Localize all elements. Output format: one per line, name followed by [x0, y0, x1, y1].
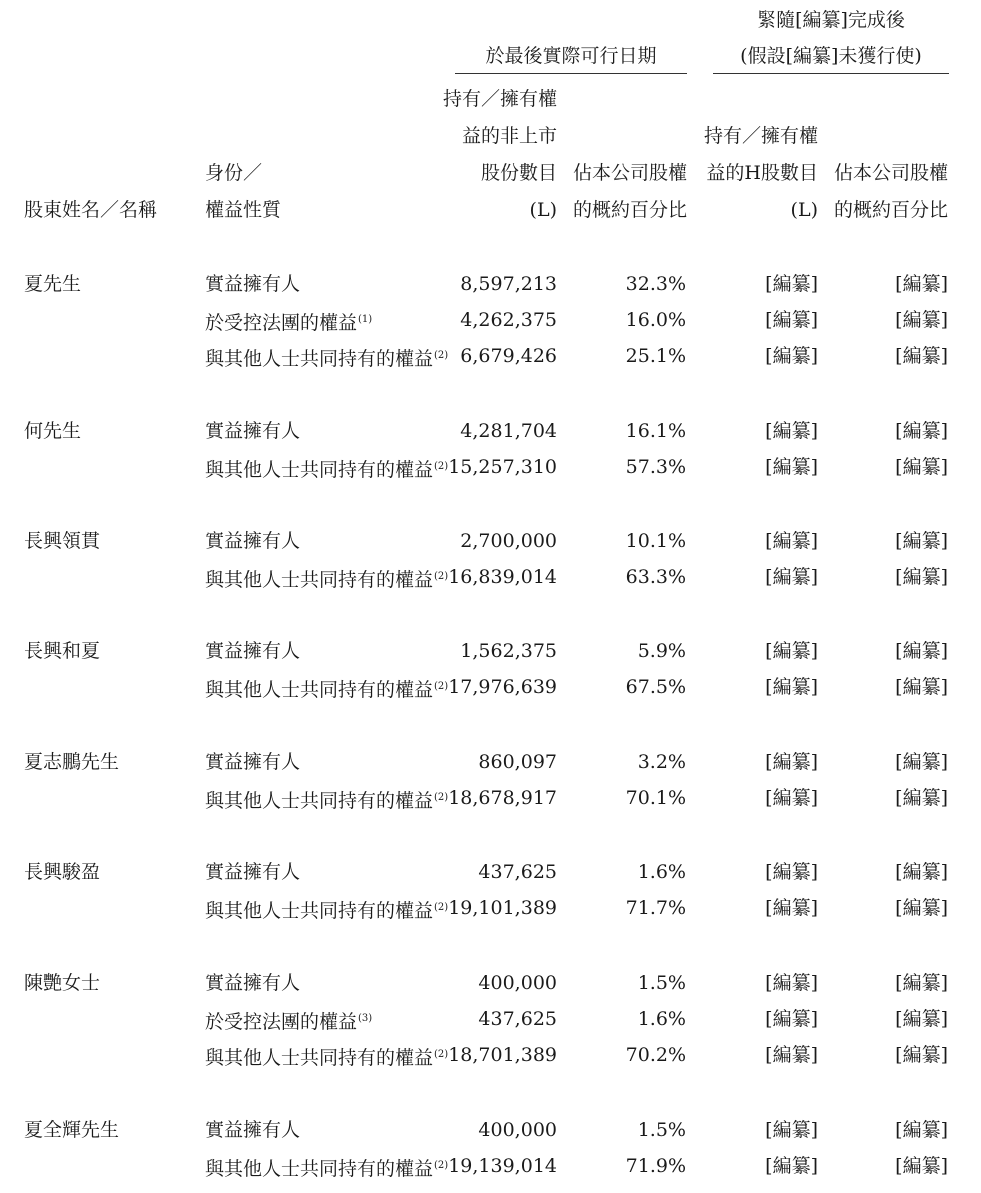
capacity-cell-text: 與其他人士共同持有的權益 — [205, 900, 434, 922]
h-shares-cell-text: [編纂] — [765, 420, 818, 442]
unlisted-shares-cell — [478, 854, 557, 890]
pct-after-cell — [895, 1148, 948, 1184]
unlisted-shares-cell — [460, 302, 557, 338]
pct-after-cell-text: [編纂] — [895, 309, 948, 331]
h-shares-cell — [765, 1037, 818, 1073]
capacity-cell-text: 實益擁有人 — [205, 1119, 301, 1141]
col-header-pct-before-line1: 佔本公司股權 — [572, 162, 687, 184]
capacity-cell — [205, 302, 372, 341]
unlisted-shares-cell-text: 400,000 — [478, 1119, 557, 1141]
pct-before-cell-text: 25.1% — [625, 345, 686, 367]
pct-after-cell-text: [編纂] — [895, 420, 948, 442]
pct-before-cell — [638, 744, 686, 780]
unlisted-shares-cell-text: 18,678,917 — [448, 787, 557, 809]
pct-before-cell-text: 10.1% — [625, 530, 686, 552]
group-header-before-label: 於最後實際可行日期 — [485, 45, 657, 67]
table-row — [0, 890, 981, 926]
h-shares-cell-text: [編纂] — [765, 1155, 818, 1177]
footnote-ref: (2) — [434, 681, 449, 692]
footnote-ref: (2) — [434, 792, 449, 803]
col-header-pct-before-line2: 的概約百分比 — [572, 199, 687, 221]
pct-after-cell-text: [編纂] — [895, 1119, 948, 1141]
h-shares-cell-text: [編纂] — [765, 530, 818, 552]
pct-before-cell-text: 3.2% — [637, 751, 686, 773]
unlisted-shares-cell-text: 18,701,389 — [448, 1044, 557, 1066]
h-shares-cell-text: [編纂] — [765, 640, 818, 662]
capacity-cell-text: 實益擁有人 — [205, 273, 301, 295]
footnote-ref: (1) — [358, 314, 373, 325]
pct-before-cell — [626, 780, 686, 816]
footnote-ref: (2) — [434, 461, 449, 472]
table-row — [0, 1148, 981, 1184]
h-shares-cell — [765, 449, 818, 485]
pct-before-cell — [638, 965, 686, 1001]
capacity-cell — [205, 1037, 448, 1076]
h-shares-cell — [765, 633, 818, 669]
shareholder-name-text: 長興領貫 — [24, 530, 101, 552]
pct-after-cell — [895, 780, 948, 816]
pct-before-cell-text: 57.3% — [625, 456, 686, 478]
h-shares-cell-text: [編纂] — [765, 1008, 818, 1030]
capacity-cell-text: 與其他人士共同持有的權益 — [205, 1047, 434, 1069]
capacity-cell-text: 於受控法團的權益 — [205, 312, 358, 334]
unlisted-shares-cell — [448, 1148, 557, 1184]
pct-before-cell — [626, 338, 686, 374]
group-header-before — [455, 38, 687, 74]
col-header-h-shares — [704, 118, 818, 229]
pct-after-cell-text: [編纂] — [895, 972, 948, 994]
pct-after-cell — [895, 965, 948, 1001]
capacity-cell — [205, 413, 300, 449]
col-header-capacity-line2: 權益性質 — [205, 199, 282, 221]
pct-before-cell-text: 16.1% — [625, 420, 686, 442]
col-header-capacity — [205, 155, 281, 229]
pct-before-cell-text: 5.9% — [637, 640, 686, 662]
col-header-shares — [443, 81, 557, 229]
pct-after-cell — [895, 890, 948, 926]
pct-before-cell — [626, 523, 686, 559]
footnote-ref: (2) — [434, 571, 449, 582]
pct-before-cell-text: 1.6% — [637, 1008, 686, 1030]
shareholder-name — [24, 854, 100, 890]
h-shares-cell-text: [編纂] — [765, 566, 818, 588]
h-shares-cell-text: [編纂] — [765, 1119, 818, 1141]
pct-before-cell — [626, 266, 686, 302]
unlisted-shares-cell-text: 400,000 — [478, 972, 557, 994]
table-row — [0, 854, 981, 890]
shareholder-name-text: 夏全輝先生 — [24, 1119, 120, 1141]
pct-after-cell-text: [編纂] — [895, 273, 948, 295]
unlisted-shares-cell — [460, 338, 557, 374]
capacity-cell-text: 與其他人士共同持有的權益 — [205, 790, 434, 812]
group-header-after — [713, 2, 949, 74]
capacity-cell-text: 實益擁有人 — [205, 861, 301, 883]
capacity-cell-text: 與其他人士共同持有的權益 — [205, 348, 434, 370]
capacity-cell — [205, 449, 448, 488]
pct-after-cell — [895, 559, 948, 595]
h-shares-cell — [765, 302, 818, 338]
shareholder-name — [24, 1112, 119, 1148]
unlisted-shares-cell-text: 16,839,014 — [448, 566, 557, 588]
h-shares-cell-text: [編纂] — [765, 972, 818, 994]
capacity-cell-text: 與其他人士共同持有的權益 — [205, 679, 434, 701]
h-shares-cell-text: [編纂] — [765, 751, 818, 773]
unlisted-shares-cell-text: 2,700,000 — [460, 530, 557, 552]
h-shares-cell — [765, 523, 818, 559]
pct-after-cell-text: [編纂] — [895, 345, 948, 367]
pct-before-cell-text: 1.5% — [637, 972, 686, 994]
unlisted-shares-cell-text: 6,679,426 — [460, 345, 557, 367]
footnote-ref: (2) — [434, 1160, 449, 1171]
col-header-h-shares-line1: 持有／擁有權 — [703, 125, 818, 147]
pct-before-cell — [626, 1148, 686, 1184]
table-row — [0, 523, 981, 559]
col-header-pct-before — [573, 155, 687, 229]
pct-after-cell-text: [編纂] — [895, 787, 948, 809]
h-shares-cell-text: [編纂] — [765, 345, 818, 367]
h-shares-cell — [765, 854, 818, 890]
table-row — [0, 1001, 981, 1037]
table-row — [0, 559, 981, 595]
unlisted-shares-cell-text: 437,625 — [478, 861, 557, 883]
pct-before-cell — [626, 669, 686, 705]
unlisted-shares-cell-text: 437,625 — [478, 1008, 557, 1030]
h-shares-cell — [765, 965, 818, 1001]
unlisted-shares-cell-text: 15,257,310 — [448, 456, 557, 478]
pct-before-cell — [638, 1001, 686, 1037]
pct-before-cell-text: 63.3% — [625, 566, 686, 588]
pct-before-cell-text: 70.1% — [625, 787, 686, 809]
pct-after-cell-text: [編纂] — [895, 751, 948, 773]
unlisted-shares-cell-text: 1,562,375 — [460, 640, 557, 662]
table-row — [0, 338, 981, 374]
pct-after-cell-text: [編纂] — [895, 1044, 948, 1066]
unlisted-shares-cell-text: 4,281,704 — [460, 420, 557, 442]
h-shares-cell-text: [編纂] — [765, 309, 818, 331]
pct-after-cell-text: [編纂] — [895, 640, 948, 662]
footnote-ref: (2) — [434, 1049, 449, 1060]
capacity-cell-text: 實益擁有人 — [205, 751, 301, 773]
capacity-cell — [205, 523, 300, 559]
col-header-h-shares-line2: 益的H股數目 — [706, 162, 818, 184]
unlisted-shares-cell — [460, 523, 557, 559]
unlisted-shares-cell-text: 19,101,389 — [448, 897, 557, 919]
table-row — [0, 965, 981, 1001]
h-shares-cell — [765, 1001, 818, 1037]
capacity-cell — [205, 780, 448, 819]
h-shares-cell — [765, 780, 818, 816]
pct-after-cell — [895, 338, 948, 374]
table-row — [0, 1037, 981, 1073]
h-shares-cell — [765, 669, 818, 705]
pct-before-cell-text: 70.2% — [625, 1044, 686, 1066]
pct-before-cell-text: 32.3% — [625, 273, 686, 295]
capacity-cell — [205, 965, 300, 1001]
pct-after-cell-text: [編纂] — [895, 1008, 948, 1030]
pct-after-cell-text: [編纂] — [895, 676, 948, 698]
col-header-shares-line4: (L) — [529, 199, 557, 221]
table-row — [0, 633, 981, 669]
col-header-shares-line3: 股份數目 — [480, 162, 557, 184]
shareholder-name-text: 長興駿盈 — [24, 861, 101, 883]
capacity-cell-text: 於受控法團的權益 — [205, 1011, 358, 1033]
capacity-cell-text: 與其他人士共同持有的權益 — [205, 1158, 434, 1180]
table-row — [0, 413, 981, 449]
footnote-ref: (3) — [358, 1013, 373, 1024]
group-header-after-rule — [713, 73, 949, 74]
pct-after-cell — [895, 633, 948, 669]
pct-before-cell — [626, 302, 686, 338]
group-header-before-rule — [455, 73, 687, 74]
capacity-cell — [205, 669, 448, 708]
h-shares-cell — [765, 1112, 818, 1148]
pct-before-cell-text: 71.7% — [625, 897, 686, 919]
footnote-ref: (2) — [434, 350, 449, 361]
capacity-cell-text: 實益擁有人 — [205, 972, 301, 994]
h-shares-cell — [765, 413, 818, 449]
shareholder-name-text: 夏志鵬先生 — [24, 751, 120, 773]
col-header-shares-line2: 益的非上市 — [461, 125, 557, 147]
capacity-cell — [205, 338, 448, 377]
pct-after-cell-text: [編纂] — [895, 1155, 948, 1177]
group-header-after-line1: 緊隨[編纂]完成後 — [757, 9, 905, 31]
pct-after-cell — [895, 302, 948, 338]
shareholder-name-text: 何先生 — [24, 420, 82, 442]
h-shares-cell-text: [編纂] — [765, 676, 818, 698]
col-header-pct-after-line2: 的概約百分比 — [833, 199, 948, 221]
unlisted-shares-cell-text: 17,976,639 — [448, 676, 557, 698]
pct-before-cell — [638, 854, 686, 890]
pct-after-cell — [895, 523, 948, 559]
h-shares-cell-text: [編纂] — [765, 456, 818, 478]
unlisted-shares-cell — [478, 965, 557, 1001]
h-shares-cell-text: [編纂] — [765, 787, 818, 809]
group-header-after-line2: (假設[編纂]未獲行使) — [740, 45, 922, 67]
table-row — [0, 266, 981, 302]
unlisted-shares-cell — [448, 669, 557, 705]
pct-before-cell — [626, 890, 686, 926]
capacity-cell-text: 與其他人士共同持有的權益 — [205, 569, 434, 591]
capacity-cell — [205, 1112, 300, 1148]
h-shares-cell-text: [編纂] — [765, 897, 818, 919]
unlisted-shares-cell-text: 8,597,213 — [460, 273, 557, 295]
pct-after-cell-text: [編纂] — [895, 530, 948, 552]
col-header-pct-after — [834, 155, 948, 229]
pct-after-cell — [895, 1037, 948, 1073]
capacity-cell — [205, 854, 300, 890]
pct-before-cell — [626, 449, 686, 485]
pct-before-cell — [638, 1112, 686, 1148]
shareholder-name-text: 夏先生 — [24, 273, 82, 295]
capacity-cell — [205, 633, 300, 669]
pct-before-cell — [638, 633, 686, 669]
unlisted-shares-cell-text: 860,097 — [478, 751, 557, 773]
h-shares-cell-text: [編纂] — [765, 861, 818, 883]
pct-after-cell-text: [編纂] — [895, 861, 948, 883]
unlisted-shares-cell — [478, 1001, 557, 1037]
table-row — [0, 669, 981, 705]
pct-after-cell — [895, 449, 948, 485]
unlisted-shares-cell — [448, 449, 557, 485]
pct-before-cell-text: 1.6% — [637, 861, 686, 883]
unlisted-shares-cell — [460, 633, 557, 669]
table-row — [0, 744, 981, 780]
pct-after-cell — [895, 1112, 948, 1148]
h-shares-cell — [765, 744, 818, 780]
pct-after-cell — [895, 744, 948, 780]
capacity-cell — [205, 266, 300, 302]
unlisted-shares-cell — [478, 744, 557, 780]
pct-before-cell — [626, 559, 686, 595]
unlisted-shares-cell — [448, 559, 557, 595]
capacity-cell-text: 實益擁有人 — [205, 530, 301, 552]
h-shares-cell-text: [編纂] — [765, 1044, 818, 1066]
table-row — [0, 302, 981, 338]
shareholder-name — [24, 266, 81, 302]
capacity-cell — [205, 1001, 372, 1040]
footnote-ref: (2) — [434, 902, 449, 913]
shareholder-name — [24, 523, 100, 559]
pct-before-cell-text: 67.5% — [625, 676, 686, 698]
unlisted-shares-cell — [448, 780, 557, 816]
pct-before-cell-text: 16.0% — [625, 309, 686, 331]
h-shares-cell — [765, 338, 818, 374]
unlisted-shares-cell-text: 4,262,375 — [460, 309, 557, 331]
h-shares-cell — [765, 266, 818, 302]
pct-after-cell — [895, 413, 948, 449]
table-row — [0, 1112, 981, 1148]
shareholder-name-text: 陳艷女士 — [24, 972, 101, 994]
shareholder-name-text: 長興和夏 — [24, 640, 101, 662]
unlisted-shares-cell — [448, 890, 557, 926]
col-header-capacity-line1: 身份／ — [205, 162, 263, 184]
unlisted-shares-cell — [460, 266, 557, 302]
pct-before-cell — [626, 1037, 686, 1073]
capacity-cell — [205, 744, 300, 780]
shareholder-name — [24, 413, 81, 449]
pct-after-cell — [895, 669, 948, 705]
pct-after-cell — [895, 1001, 948, 1037]
col-header-shares-line1: 持有／擁有權 — [442, 88, 557, 110]
unlisted-shares-cell-text: 19,139,014 — [448, 1155, 557, 1177]
capacity-cell-text: 與其他人士共同持有的權益 — [205, 459, 434, 481]
pct-before-cell — [626, 413, 686, 449]
capacity-cell — [205, 559, 448, 598]
h-shares-cell-text: [編纂] — [765, 273, 818, 295]
shareholder-name — [24, 744, 119, 780]
pct-after-cell-text: [編纂] — [895, 897, 948, 919]
col-header-name: 股東姓名／名稱 — [24, 199, 158, 221]
capacity-cell — [205, 1148, 448, 1187]
unlisted-shares-cell — [478, 1112, 557, 1148]
pct-after-cell-text: [編纂] — [895, 456, 948, 478]
col-header-pct-after-line1: 佔本公司股權 — [833, 162, 948, 184]
h-shares-cell — [765, 559, 818, 595]
pct-after-cell — [895, 266, 948, 302]
pct-after-cell-text: [編纂] — [895, 566, 948, 588]
h-shares-cell — [765, 890, 818, 926]
capacity-cell — [205, 890, 448, 929]
shareholder-name — [24, 965, 100, 1001]
pct-before-cell-text: 1.5% — [637, 1119, 686, 1141]
pct-after-cell — [895, 854, 948, 890]
pct-before-cell-text: 71.9% — [625, 1155, 686, 1177]
unlisted-shares-cell — [448, 1037, 557, 1073]
table-row — [0, 780, 981, 816]
capacity-cell-text: 實益擁有人 — [205, 640, 301, 662]
col-header-h-shares-line3: (L) — [790, 199, 818, 221]
shareholder-name — [24, 633, 100, 669]
capacity-cell-text: 實益擁有人 — [205, 420, 301, 442]
unlisted-shares-cell — [460, 413, 557, 449]
table-row — [0, 449, 981, 485]
h-shares-cell — [765, 1148, 818, 1184]
